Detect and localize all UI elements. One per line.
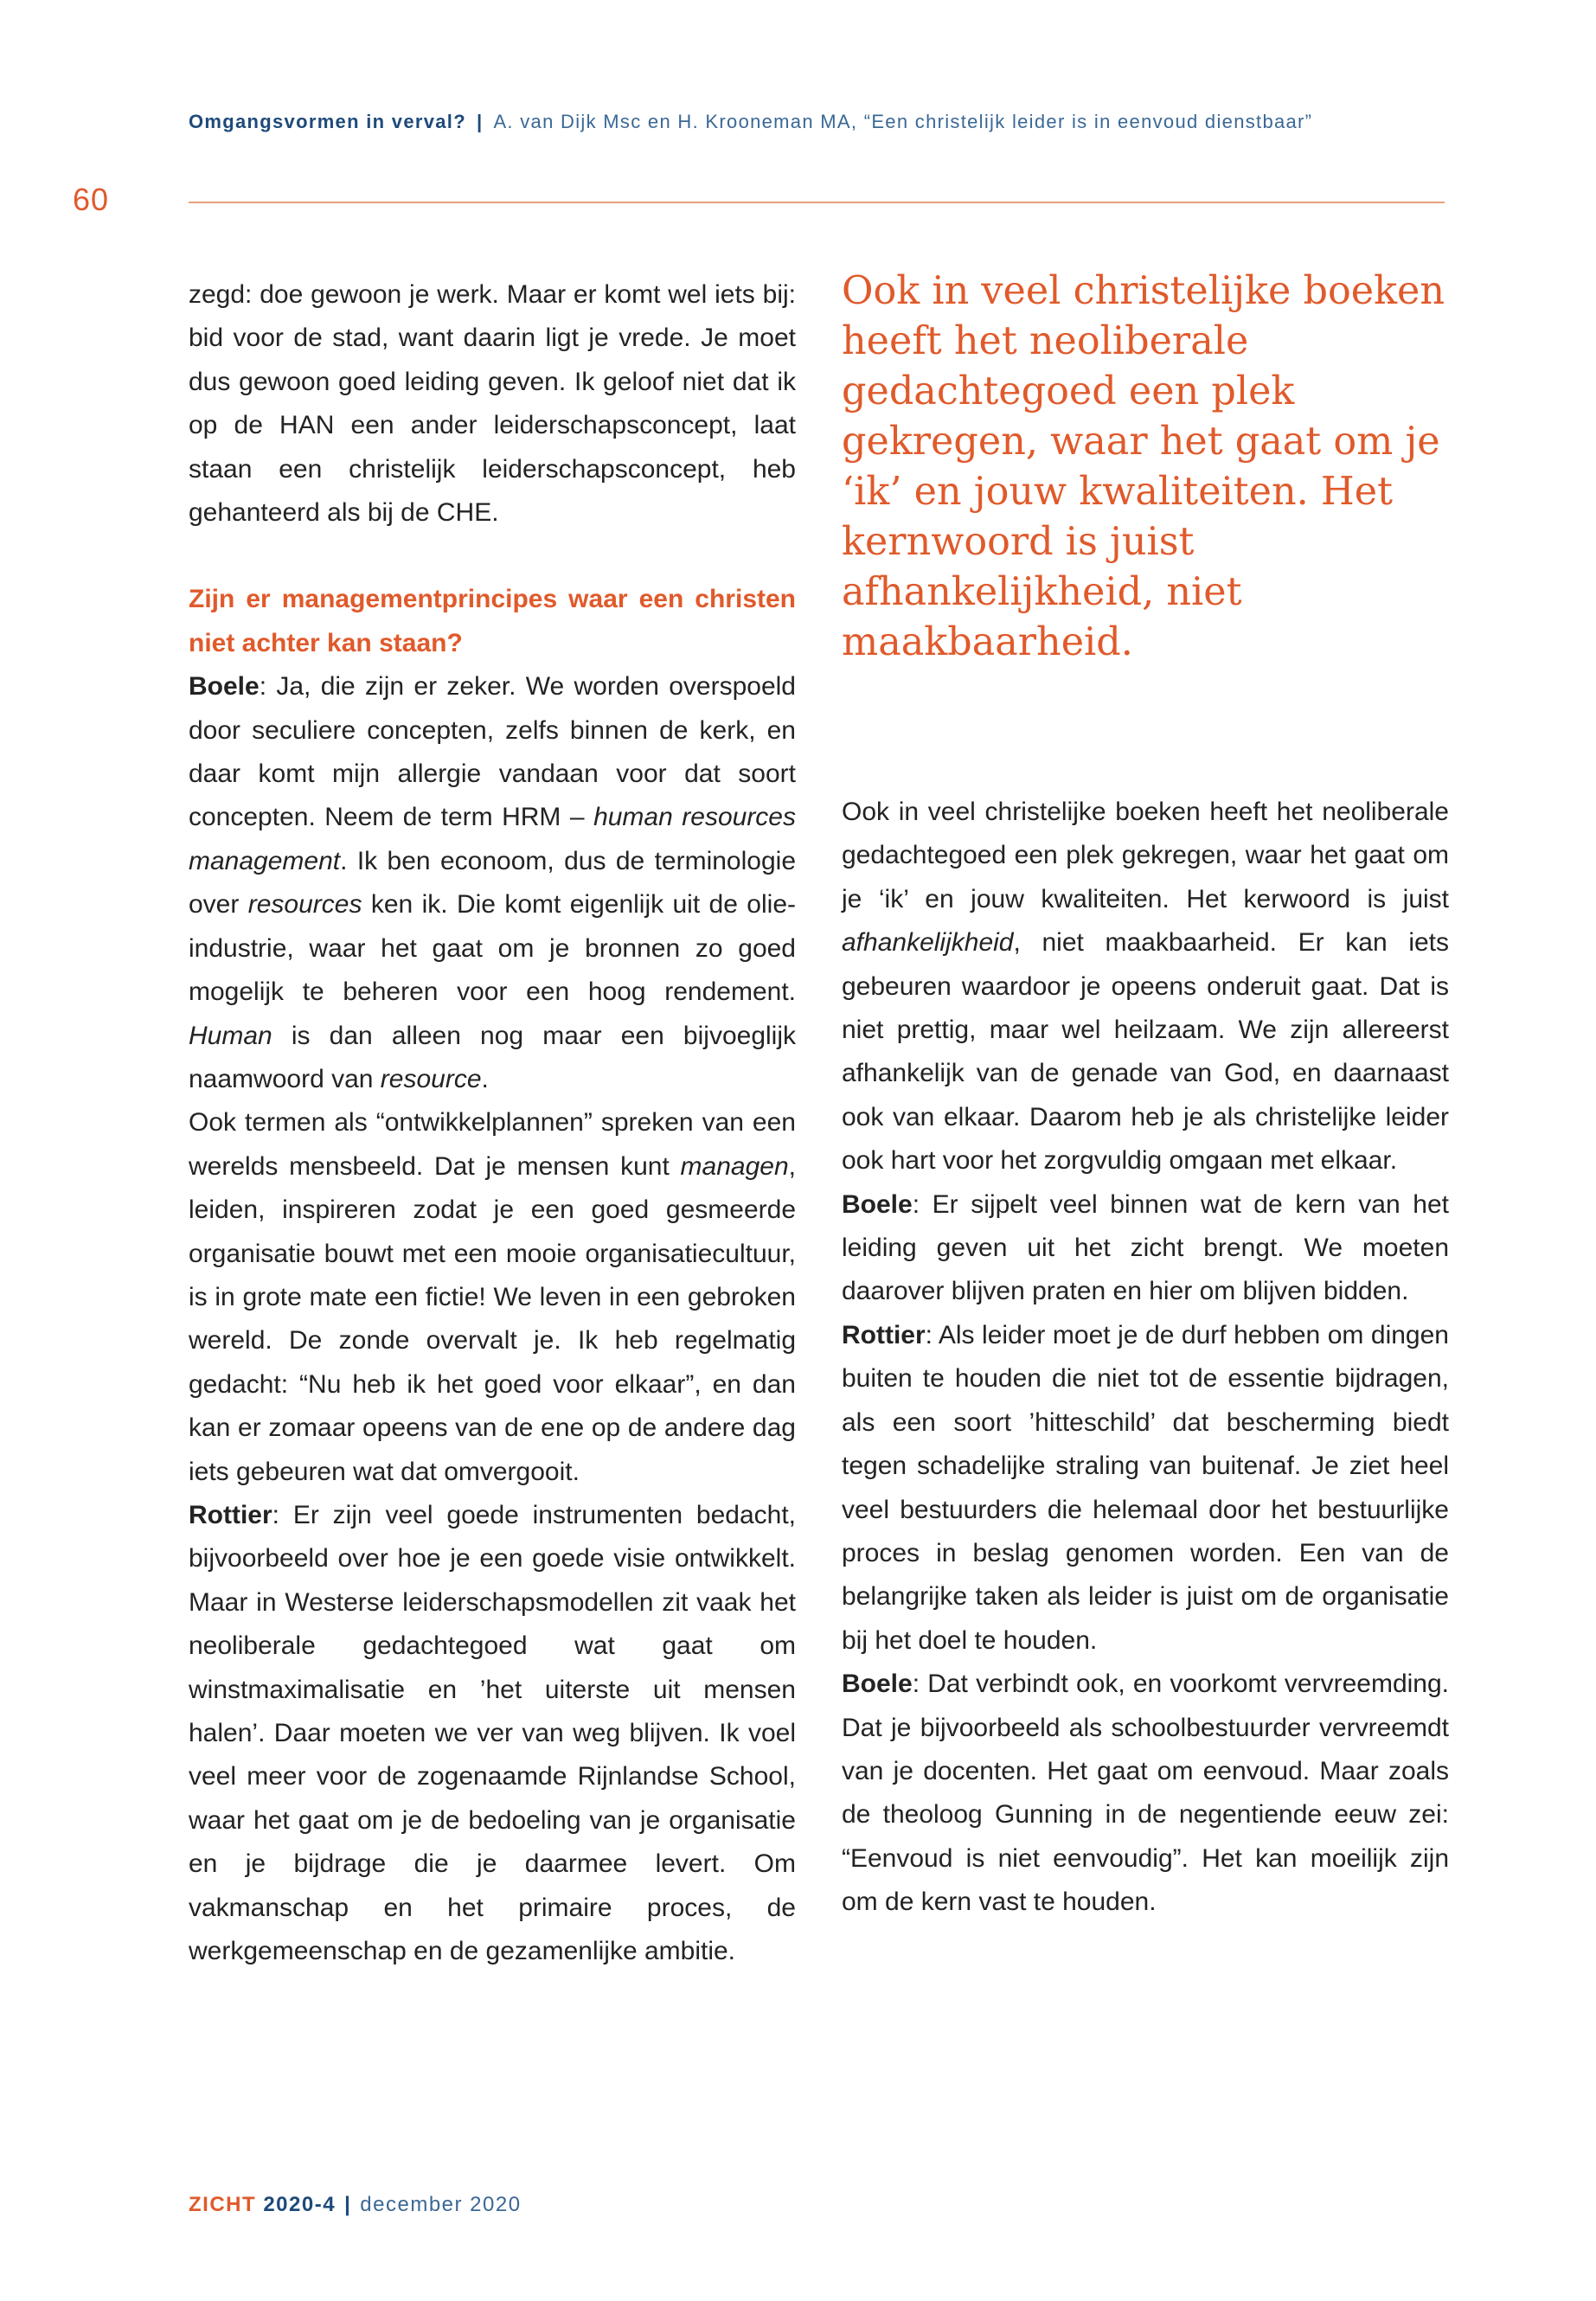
text-run: , leiden, inspireren zodat je een goed gesmeerde organisatie bouwt met een mooie organisatiecultuur, is in grote mate een fictie! We leven in een gebroken wereld. De zonde overvalt je. Ik heb regelmatig gedacht: “Nu heb ik het goed voor elkaar”, en dan kan er zomaar opeens van de ene op de andere dag iets gebeuren wat dat omvergooit. [189,1151,796,1486]
page-number: 60 [73,182,110,217]
paragraph-gap [189,535,796,578]
paragraph [842,1314,1449,1663]
paragraph [189,665,796,1101]
text-run: is dan alleen nog maar een bijvoeglijk naamwoord van [189,1021,796,1093]
magazine-name: ZICHT [189,2193,257,2216]
italic-term: Human [189,1021,272,1050]
speaker-name: Rottier [842,1320,926,1349]
article-authors-title: A. van Dijk Msc en H. Krooneman MA, “Een christelijk leider is in eenvoud dienstbaar” [493,111,1313,132]
speaker-name: Boele [842,1189,913,1219]
text-run: ken ik. Die komt eigenlijk uit de olie-industrie, waar het gaat om je bronnen zo goed mogelijk te beheren voor een hoog rendement. [189,890,796,1007]
text-run: Ook termen als “ontwikkelplannen” spreken van een werelds mensbeeld. Dat je mensen kunt [189,1108,796,1181]
text-run: . Ik ben econoom, dus de terminologie over [189,846,796,920]
pull-quote: Ook in veel christelijke boeken heeft het neoliberale gedachtegoed een plek gekregen, waar het gaat om je ‘ik’ en jouw kwaliteiten. Het kernwoord is juist afhankelijkheid, niet maakbaarheid. [842,269,1445,664]
paragraph [189,1494,796,1973]
header-rule [189,202,1445,203]
text-run: : Ja, die zijn er zeker. We worden overspoeld door seculiere concepten, zelfs binnen de kerk, en daar komt mijn allergie vandaan voor dat soort concepten. Neem de term HRM – [189,672,796,832]
text-run: : Dat verbindt ook, en voorkomt vervreemding. Dat je bijvoorbeeld als schoolbestuurder vervreemdt van je docenten. Het gaat om eenvoud. Maar zoals de theoloog Gunning in de negentiende eeuw zei: “Eenvoud is niet eenvoudig”. Het kan moeilijk zijn om de kern vast te houden. [842,1670,1449,1917]
paragraph [842,1183,1449,1314]
italic-term: afhankelijkheid [842,928,1014,958]
paragraph [842,1663,1449,1924]
italic-term: managen [680,1151,789,1181]
text-run: : Als leider moet je de durf hebben om dingen buiten te houden die niet tot de essentie bijdragen, als een soort ’hitteschild’ dat bescherming biedt tegen schadelijke straling van buitenaf. Je ziet heel veel bestuurders die helemaal door het bestuurlijke proces in beslag genomen worden. Een van de belangrijke taken als leider is juist om de organisatie bij het doel te houden. [842,1320,1449,1655]
running-header [189,111,1452,133]
right-column [842,791,1449,1925]
footer-separator: | [344,2193,352,2216]
text-run: . [481,1064,489,1093]
italic-term: human resources management [189,803,796,875]
text-run: Ook in veel christelijke boeken heeft het neoliberale gedachtegoed een plek gekregen, waar het gaat om je ‘ik’ en jouw kwaliteiten. Het kerwoord is juist [842,798,1449,913]
interview-question: Zijn er managementprincipes waar een christen niet achter kan staan? [189,585,796,657]
italic-term: resource [380,1064,482,1093]
text-run: : Er zijn veel goede instrumenten bedacht, bijvoorbeeld over hoe je een goede visie ontwikkelt. Maar in Westerse leiderschapsmodellen zit vaak het neoliberale gedachtegoed wat gaat om winstmaximalisatie en ’het uiterste uit mensen halen’. Daar moeten we ver van weg blijven. Ik voel veel meer voor de zogenaamde Rijnlandse School, waar het gaat om je de bedoeling van je organisatie en je bijdrage die je daarmee levert. Om vakmanschap en het primaire proces, de werkgemeenschap en de gezamenlijke ambitie. [189,1500,796,1966]
issue-number: 2020-4 [263,2193,337,2216]
italic-term: resources [247,890,362,920]
left-column [189,273,796,1973]
header-separator: | [476,111,484,132]
text-run: , niet maakbaarheid. Er kan iets gebeuren waardoor je opeens onderuit gaat. Dat is niet prettig, maar wel heilzaam. We zijn allereerst afhankelijk van de genade van God, en daarnaast ook van elkaar. Daarom heb je als christelijke leider ook hart voor het zorgvuldig omgaan met elkaar. [842,928,1449,1176]
issue-date: december 2020 [360,2193,522,2216]
page-footer [189,2193,522,2217]
speaker-name: Boele [189,672,260,702]
text-run: : Er sijpelt veel binnen wat de kern van het leiding geven uit het zicht brengt. We moeten daarover blijven praten en hier om blijven bidden. [842,1189,1449,1306]
paragraph [842,791,1449,1183]
paragraph: zegd: doe gewoon je werk. Maar er komt wel iets bij: bid voor de stad, want daarin ligt je vrede. Je moet dus gewoon goed leiding geven. Ik geloof niet dat ik op de HAN een ander leiderschapsconcept, laat staan een christelijk leiderschapsconcept, heb gehanteerd als bij de CHE. [189,280,796,528]
speaker-name: Rottier [189,1500,272,1529]
paragraph [189,1101,796,1494]
speaker-name: Boele [842,1670,913,1699]
series-title: Omgangsvormen in verval? [189,111,466,132]
